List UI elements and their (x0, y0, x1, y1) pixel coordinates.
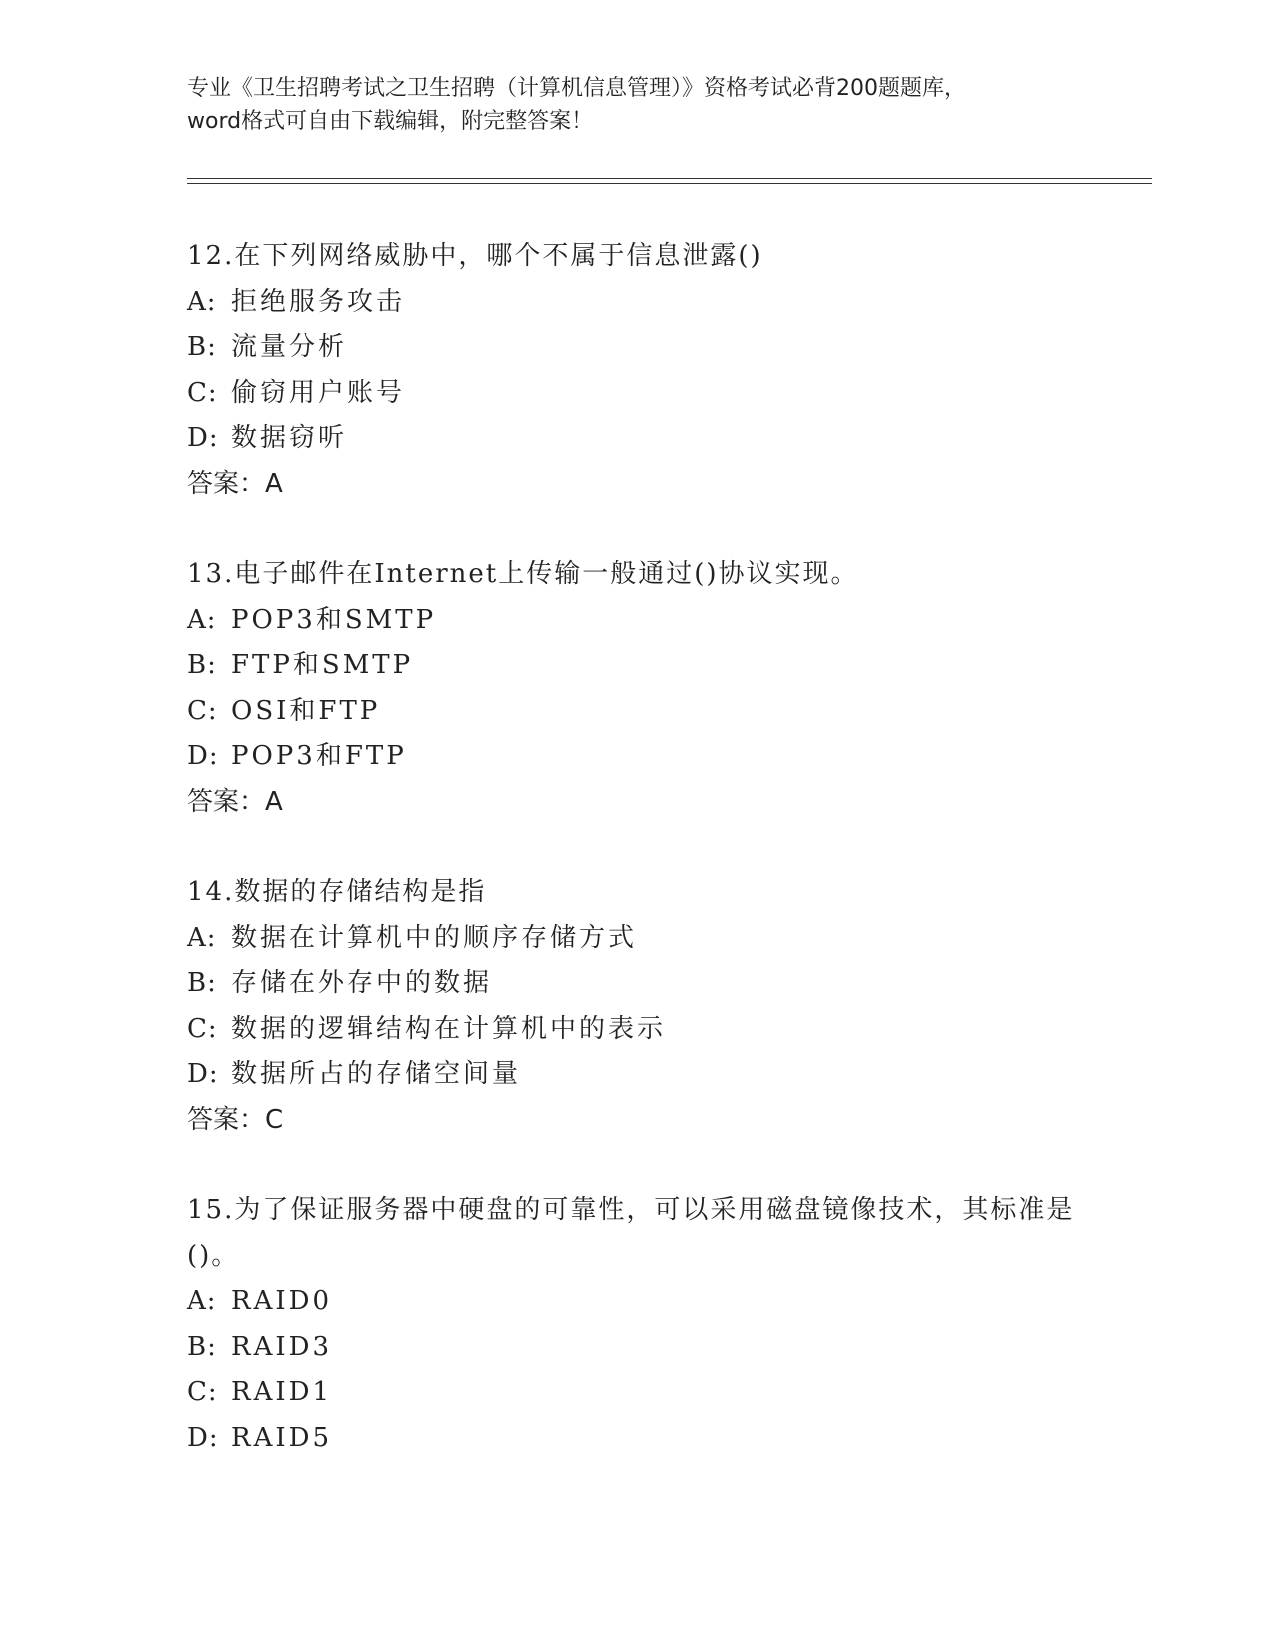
option-text: 数据的逻辑结构在计算机中的表示 (231, 1013, 667, 1044)
option-text: 偷窃用户账号 (231, 377, 406, 408)
option-b (187, 325, 1087, 371)
option-letter: B: (187, 968, 217, 998)
option-text: 数据在计算机中的顺序存储方式 (231, 922, 638, 953)
question-stem: 15.为了保证服务器中硬盘的可靠性，可以采用磁盘镜像技术，其标准是()。 (187, 1195, 1075, 1271)
option-letter: A: (187, 286, 217, 317)
option-b (187, 643, 1087, 689)
document-header (187, 72, 1087, 138)
option-letter: C: (187, 377, 218, 408)
question-stem: 12.在下列网络威胁中，哪个不属于信息泄露() (187, 241, 763, 271)
option-text: 数据窃听 (231, 423, 348, 453)
option-c (187, 689, 1087, 735)
option-d (187, 416, 1087, 462)
answer-line: 答案：A (187, 786, 283, 817)
option-letter: A: (187, 922, 217, 953)
header-line-1: 专业《卫生招聘考试之卫生招聘（计算机信息管理）》资格考试必背200题题库， (187, 76, 966, 101)
option-d (187, 1052, 1087, 1098)
option-text: 流量分析 (231, 332, 348, 362)
option-letter: A: (187, 1286, 217, 1316)
option-a (187, 598, 1087, 644)
option-letter: C: (187, 1377, 218, 1407)
option-text: RAID0 (231, 1286, 333, 1316)
option-a (187, 916, 1087, 962)
answer-line: 答案：A (187, 468, 283, 499)
option-b (187, 961, 1087, 1007)
option-text: 数据所占的存储空间量 (231, 1059, 522, 1089)
option-letter: B: (187, 332, 217, 362)
question-15 (187, 1188, 1087, 1461)
question-stem: 13.电子邮件在Internet上传输一般通过()协议实现。 (187, 559, 859, 589)
answer-line: 答案：C (187, 1104, 284, 1135)
option-text: POP3和FTP (231, 741, 407, 771)
question-13 (187, 552, 1087, 825)
option-letter: D: (187, 1059, 219, 1089)
option-letter: D: (187, 741, 219, 771)
option-text: RAID5 (231, 1422, 333, 1453)
question-14 (187, 870, 1087, 1143)
option-letter: D: (187, 1422, 219, 1453)
option-text: RAID1 (231, 1377, 333, 1407)
question-12 (187, 234, 1087, 507)
header-divider-bottom (187, 183, 1152, 184)
header-line-2: word格式可自由下载编辑，附完整答案！ (187, 109, 594, 134)
option-letter: B: (187, 1331, 217, 1362)
option-d (187, 1416, 1087, 1462)
option-letter: D: (187, 423, 219, 453)
option-a (187, 280, 1087, 326)
option-c (187, 371, 1087, 417)
option-text: FTP和SMTP (231, 650, 414, 680)
question-stem: 14.数据的存储结构是指 (187, 877, 487, 907)
option-c (187, 1370, 1087, 1416)
option-letter: C: (187, 1013, 218, 1044)
option-letter: A: (187, 604, 217, 635)
option-letter: C: (187, 695, 218, 726)
option-text: 拒绝服务攻击 (231, 286, 406, 317)
option-d (187, 734, 1087, 780)
option-a (187, 1279, 1087, 1325)
option-text: RAID3 (231, 1331, 333, 1362)
option-text: 存储在外存中的数据 (231, 968, 493, 998)
option-text: OSI和FTP (231, 695, 381, 726)
header-divider-top (187, 178, 1152, 179)
option-b (187, 1325, 1087, 1371)
option-c (187, 1007, 1087, 1053)
option-letter: B: (187, 650, 217, 680)
question-list (187, 234, 1087, 1506)
option-text: POP3和SMTP (231, 604, 437, 635)
